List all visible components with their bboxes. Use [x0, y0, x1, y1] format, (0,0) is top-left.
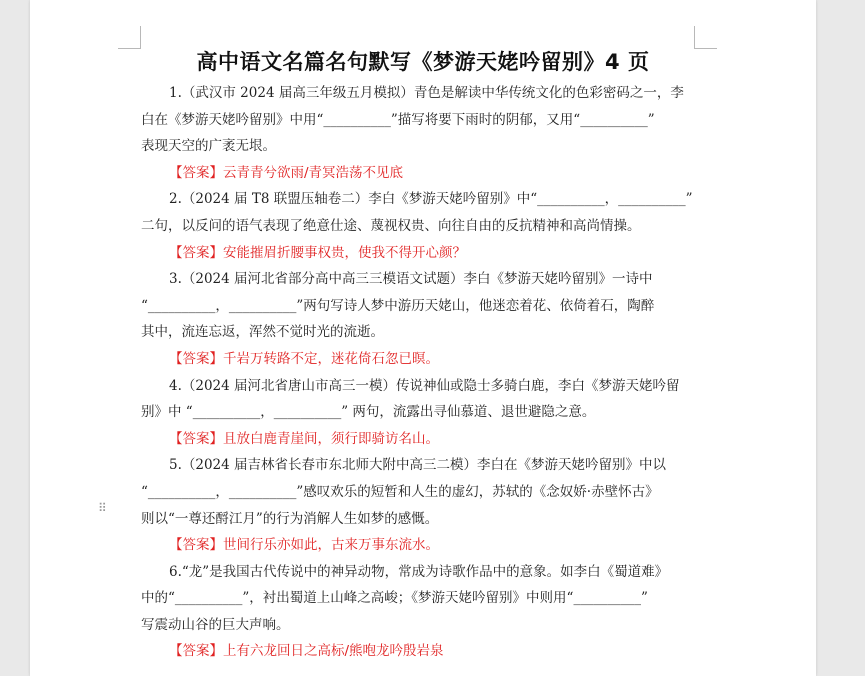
paragraph-line: 中的“__________”，衬出蜀道上山峰之高峻；《梦游天姥吟留别》中则用“__________”: [141, 590, 648, 607]
paragraph-line: 5.（2024 届吉林省长春市东北师大附中高三二模）李白在《梦游天姥吟留别》中以: [169, 457, 667, 474]
drag-handle-icon[interactable]: ⠿: [98, 501, 108, 515]
document-body: [141, 80, 701, 665]
paragraph-line: “__________，__________”两句写诗人梦中游历天姥山，他迷恋着花、依倚着石，陶醉: [141, 297, 655, 314]
answer-line: 【答案】千岩万转路不定，迷花倚石忽已暝。: [169, 350, 439, 367]
paragraph-line: 则以“一尊还酹江月”的行为消解人生如梦的感慨。: [141, 510, 439, 527]
paragraph-line: 6.“龙”是我国古代传说中的神异动物，常成为诗歌作品中的意象。如李白《蜀道难》: [169, 563, 669, 580]
paragraph-line: 写震动山谷的巨大声响。: [141, 616, 290, 633]
document-title: 高中语文名篇名句默写《梦游天姥吟留别》4 页: [196, 50, 650, 74]
paragraph-line: “__________，__________”感叹欢乐的短暂和人生的虚幻，苏轼的《念奴娇·赤壁怀古》: [141, 483, 659, 500]
paragraph-line: 3.（2024 届河北省部分高中高三三模语文试题）李白《梦游天姥吟留别》一诗中: [169, 271, 653, 288]
paragraph-line: 2.（2024 届 T8 联盟压轴卷二）李白《梦游天姥吟留别》中“__________，__________”: [169, 191, 693, 208]
paragraph-line: 表现天空的广袤无垠。: [141, 138, 276, 155]
answer-line: 【答案】云青青兮欲雨/青冥浩荡不见底: [169, 164, 404, 181]
answer-line: 【答案】世间行乐亦如此，古来万事东流水。: [169, 537, 439, 554]
paragraph-line: 其中，流连忘返，浑然不觉时光的流逝。: [141, 324, 384, 341]
answer-line: 【答案】安能摧眉折腰事权贵，使我不得开心颜？: [169, 244, 466, 261]
paragraph-line: 4.（2024 届河北省唐山市高三一模）传说神仙或隐士多骑白鹿，李白《梦游天姥吟留: [169, 377, 680, 394]
paragraph-line: 别》中 “__________，__________” 两句，流露出寻仙慕道、退世避隐之意。: [141, 404, 596, 421]
paragraph-line: 1.（武汉市 2024 届高三年级五月模拟）青色是解读中华传统文化的色彩密码之一，李: [169, 85, 684, 101]
paragraph-line: 二句，以反问的语气表现了绝意仕途、蔑视权贵、向往自由的反抗精神和高尚情操。: [141, 217, 641, 234]
answer-line: 【答案】且放白鹿青崖间，须行即骑访名山。: [169, 430, 439, 447]
paragraph-line: 白在《梦游天姥吟留别》中用“__________”描写将要下雨时的阴郁，又用“__________”: [141, 111, 655, 128]
answer-line: 【答案】上有六龙回日之高标/熊咆龙吟殷岩泉: [169, 643, 444, 660]
